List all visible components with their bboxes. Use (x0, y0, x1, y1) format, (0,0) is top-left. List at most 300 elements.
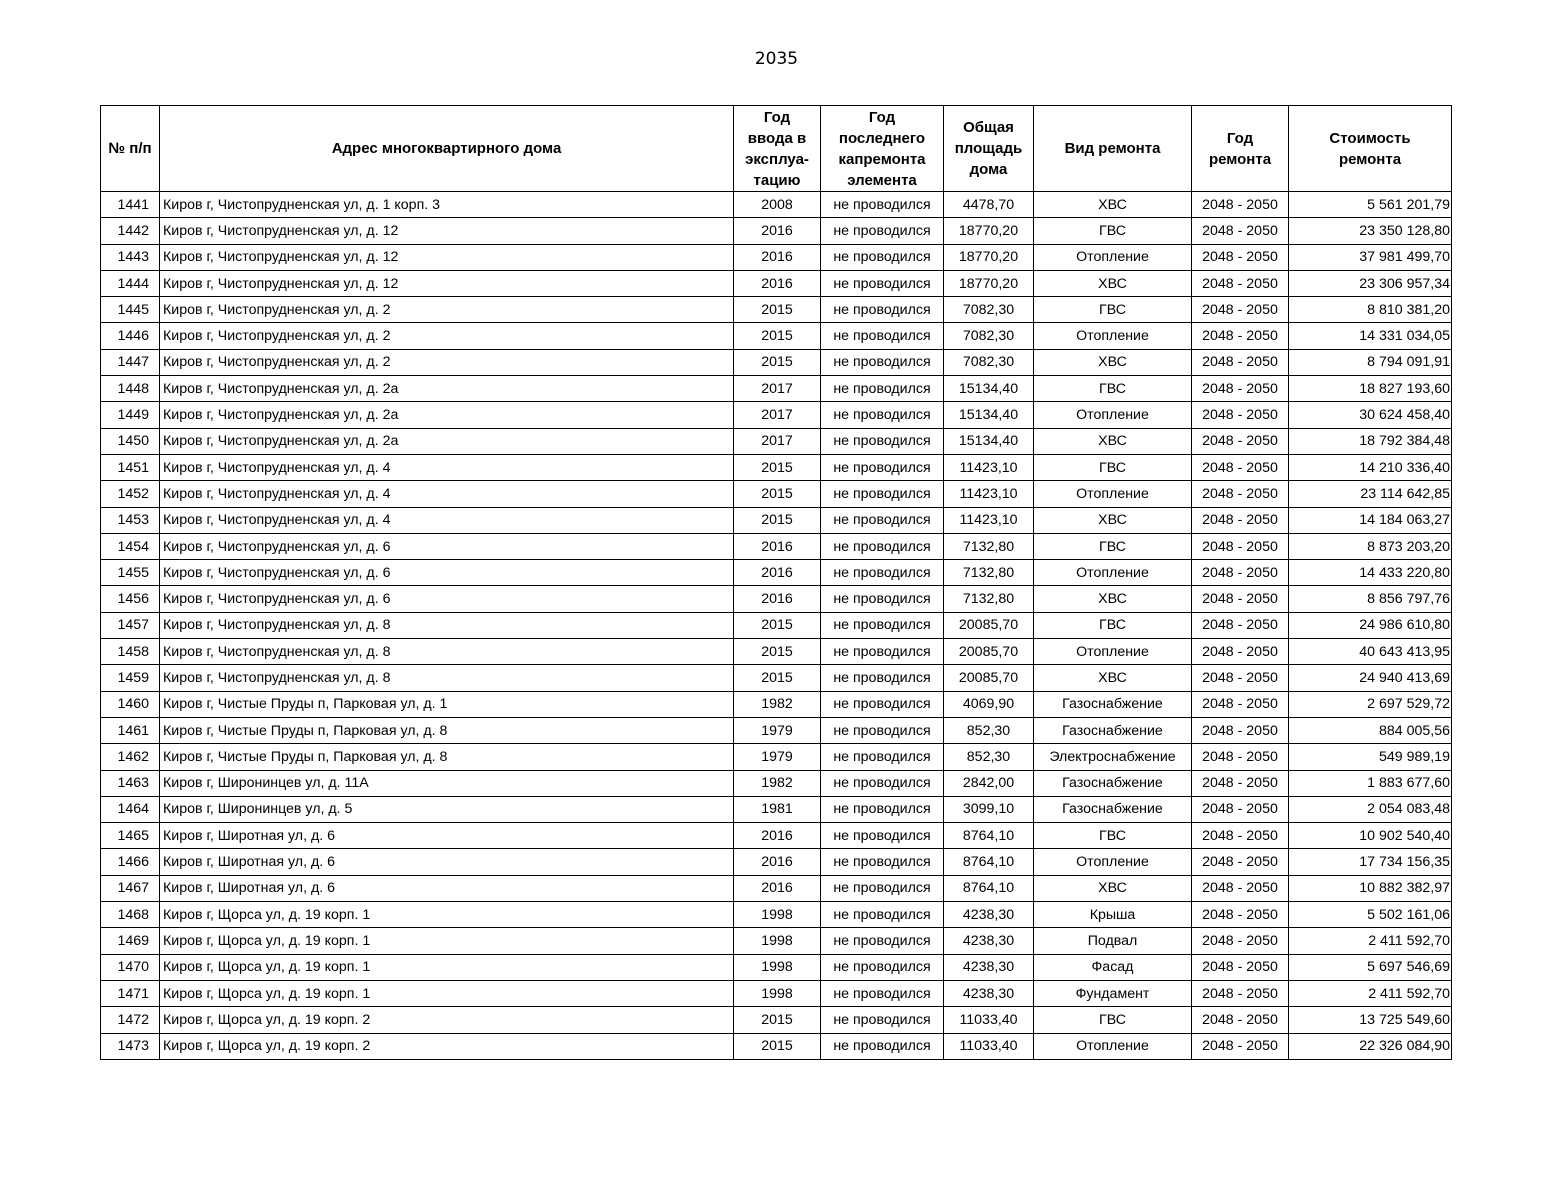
row-number-cell: 1454 (101, 533, 160, 559)
address-cell: Киров г, Чистопрудненская ул, д. 8 (160, 639, 734, 665)
address-cell: Киров г, Чистопрудненская ул, д. 6 (160, 533, 734, 559)
cost-cell: 5 502 161,06 (1289, 902, 1452, 928)
address-cell: Киров г, Чистопрудненская ул, д. 2 (160, 297, 734, 323)
repair-type-cell: Крыша (1034, 902, 1192, 928)
repair-type-cell: Отопление (1034, 323, 1192, 349)
cost-cell: 8 856 797,76 (1289, 586, 1452, 612)
address-cell: Киров г, Чистопрудненская ул, д. 2 (160, 349, 734, 375)
area-cell: 7082,30 (944, 297, 1034, 323)
table-row (101, 560, 1452, 586)
year-built-cell: 1981 (734, 796, 821, 822)
repair-type-cell: Отопление (1034, 639, 1192, 665)
table-row (101, 954, 1452, 980)
repair-year-cell: 2048 - 2050 (1192, 533, 1289, 559)
row-number-cell: 1467 (101, 875, 160, 901)
repair-year-cell: 2048 - 2050 (1192, 428, 1289, 454)
row-number-cell: 1446 (101, 323, 160, 349)
row-number-cell: 1447 (101, 349, 160, 375)
cost-cell: 23 306 957,34 (1289, 270, 1452, 296)
table-row (101, 665, 1452, 691)
repair-year-cell: 2048 - 2050 (1192, 796, 1289, 822)
repair-year-cell: 2048 - 2050 (1192, 481, 1289, 507)
cost-cell: 14 433 220,80 (1289, 560, 1452, 586)
table-header-row (101, 106, 1452, 192)
year-built-cell: 2017 (734, 428, 821, 454)
repair-type-cell: ГВС (1034, 218, 1192, 244)
row-number-cell: 1462 (101, 744, 160, 770)
cost-cell: 8 794 091,91 (1289, 349, 1452, 375)
table-row (101, 902, 1452, 928)
header-line: капремонта (838, 150, 926, 168)
repair-type-cell: Фундамент (1034, 980, 1192, 1006)
area-cell: 852,30 (944, 717, 1034, 743)
table-row (101, 1007, 1452, 1033)
page-number: 2035 (754, 49, 799, 69)
table-row (101, 744, 1452, 770)
year-built-cell: 1998 (734, 980, 821, 1006)
repair-type-cell: ГВС (1034, 376, 1192, 402)
address-cell: Киров г, Чистопрудненская ул, д. 6 (160, 586, 734, 612)
table-row (101, 297, 1452, 323)
address-cell: Киров г, Широтная ул, д. 6 (160, 823, 734, 849)
area-cell: 11423,10 (944, 481, 1034, 507)
year-built-cell: 2015 (734, 639, 821, 665)
last-repair-cell: не проводился (821, 1007, 944, 1033)
last-repair-cell: не проводился (821, 402, 944, 428)
last-repair-cell: не проводился (821, 454, 944, 480)
area-cell: 4069,90 (944, 691, 1034, 717)
repair-year-cell: 2048 - 2050 (1192, 270, 1289, 296)
address-cell: Киров г, Широтная ул, д. 6 (160, 849, 734, 875)
header-area (944, 106, 1034, 192)
repair-year-cell: 2048 - 2050 (1192, 1033, 1289, 1059)
row-number-cell: 1463 (101, 770, 160, 796)
address-cell: Киров г, Чистые Пруды п, Парковая ул, д. 8 (160, 744, 734, 770)
cost-cell: 23 114 642,85 (1289, 481, 1452, 507)
cost-cell: 2 411 592,70 (1289, 980, 1452, 1006)
year-built-cell: 2016 (734, 849, 821, 875)
address-cell: Киров г, Чистопрудненская ул, д. 2а (160, 402, 734, 428)
repair-year-cell: 2048 - 2050 (1192, 902, 1289, 928)
repair-year-cell: 2048 - 2050 (1192, 639, 1289, 665)
cost-cell: 24 986 610,80 (1289, 612, 1452, 638)
address-cell: Киров г, Щорса ул, д. 19 корп. 1 (160, 928, 734, 954)
year-built-cell: 2015 (734, 1033, 821, 1059)
row-number-cell: 1459 (101, 665, 160, 691)
header-repair-year (1192, 106, 1289, 192)
row-number-cell: 1448 (101, 376, 160, 402)
area-cell: 18770,20 (944, 244, 1034, 270)
last-repair-cell: не проводился (821, 323, 944, 349)
row-number-cell: 1452 (101, 481, 160, 507)
table-row (101, 639, 1452, 665)
last-repair-cell: не проводился (821, 770, 944, 796)
last-repair-cell: не проводился (821, 218, 944, 244)
table-row (101, 244, 1452, 270)
repair-type-cell: ХВС (1034, 665, 1192, 691)
row-number-cell: 1450 (101, 428, 160, 454)
year-built-cell: 2015 (734, 297, 821, 323)
row-number-cell: 1473 (101, 1033, 160, 1059)
last-repair-cell: не проводился (821, 612, 944, 638)
year-built-cell: 2015 (734, 1007, 821, 1033)
cost-cell: 18 792 384,48 (1289, 428, 1452, 454)
repair-year-cell: 2048 - 2050 (1192, 1007, 1289, 1033)
last-repair-cell: не проводился (821, 849, 944, 875)
cost-cell: 549 989,19 (1289, 744, 1452, 770)
repair-type-cell: ХВС (1034, 270, 1192, 296)
last-repair-cell: не проводился (821, 717, 944, 743)
last-repair-cell: не проводился (821, 954, 944, 980)
header-line: Год (1226, 129, 1254, 147)
area-cell: 20085,70 (944, 639, 1034, 665)
last-repair-cell: не проводился (821, 270, 944, 296)
area-cell: 15134,40 (944, 402, 1034, 428)
repair-type-cell: Отопление (1034, 560, 1192, 586)
repair-type-cell: ГВС (1034, 533, 1192, 559)
row-number-cell: 1441 (101, 192, 160, 218)
last-repair-cell: не проводился (821, 349, 944, 375)
cost-cell: 18 827 193,60 (1289, 376, 1452, 402)
last-repair-cell: не проводился (821, 481, 944, 507)
cost-cell: 2 411 592,70 (1289, 928, 1452, 954)
area-cell: 15134,40 (944, 376, 1034, 402)
year-built-cell: 1998 (734, 954, 821, 980)
repair-type-cell: ХВС (1034, 875, 1192, 901)
repair-year-cell: 2048 - 2050 (1192, 691, 1289, 717)
area-cell: 11423,10 (944, 507, 1034, 533)
table-row (101, 1033, 1452, 1059)
address-cell: Киров г, Чистопрудненская ул, д. 4 (160, 481, 734, 507)
year-built-cell: 2016 (734, 270, 821, 296)
cost-cell: 14 331 034,05 (1289, 323, 1452, 349)
cost-cell: 24 940 413,69 (1289, 665, 1452, 691)
row-number-cell: 1465 (101, 823, 160, 849)
last-repair-cell: не проводился (821, 691, 944, 717)
year-built-cell: 2016 (734, 586, 821, 612)
row-number-cell: 1468 (101, 902, 160, 928)
row-number-cell: 1456 (101, 586, 160, 612)
area-cell: 8764,10 (944, 875, 1034, 901)
year-built-cell: 1979 (734, 717, 821, 743)
area-cell: 3099,10 (944, 796, 1034, 822)
last-repair-cell: не проводился (821, 980, 944, 1006)
table-row (101, 376, 1452, 402)
area-cell: 8764,10 (944, 849, 1034, 875)
year-built-cell: 2008 (734, 192, 821, 218)
area-cell: 8764,10 (944, 823, 1034, 849)
header-address: Адрес многоквартирного дома (160, 106, 734, 192)
repair-type-cell: Электроснабжение (1034, 744, 1192, 770)
table-row (101, 612, 1452, 638)
address-cell: Киров г, Чистопрудненская ул, д. 2 (160, 323, 734, 349)
last-repair-cell: не проводился (821, 665, 944, 691)
area-cell: 7082,30 (944, 323, 1034, 349)
year-built-cell: 2015 (734, 454, 821, 480)
row-number-cell: 1444 (101, 270, 160, 296)
row-number-cell: 1457 (101, 612, 160, 638)
year-built-cell: 2015 (734, 349, 821, 375)
cost-cell: 5 697 546,69 (1289, 954, 1452, 980)
repair-year-cell: 2048 - 2050 (1192, 323, 1289, 349)
repair-year-cell: 2048 - 2050 (1192, 717, 1289, 743)
repair-type-cell: Газоснабжение (1034, 691, 1192, 717)
last-repair-cell: не проводился (821, 1033, 944, 1059)
header-line: Стоимость (1329, 129, 1411, 147)
table-row (101, 507, 1452, 533)
row-number-cell: 1442 (101, 218, 160, 244)
year-built-cell: 1982 (734, 691, 821, 717)
year-built-cell: 2016 (734, 560, 821, 586)
repair-type-cell: Газоснабжение (1034, 770, 1192, 796)
header-line: дома (969, 161, 1008, 178)
cost-cell: 10 882 382,97 (1289, 875, 1452, 901)
table-row (101, 849, 1452, 875)
table-row (101, 796, 1452, 822)
header-line: площадь (954, 140, 1023, 157)
table-row (101, 770, 1452, 796)
header-line: последнего (838, 129, 926, 147)
repair-year-cell: 2048 - 2050 (1192, 218, 1289, 244)
row-number-cell: 1443 (101, 244, 160, 270)
last-repair-cell: не проводился (821, 560, 944, 586)
address-cell: Киров г, Широнинцев ул, д. 11А (160, 770, 734, 796)
repair-year-cell: 2048 - 2050 (1192, 980, 1289, 1006)
year-built-cell: 2015 (734, 507, 821, 533)
address-cell: Киров г, Широнинцев ул, д. 5 (160, 796, 734, 822)
address-cell: Киров г, Чистопрудненская ул, д. 8 (160, 612, 734, 638)
header-repair-type: Вид ремонта (1034, 106, 1192, 192)
header-year-built (734, 106, 821, 192)
cost-cell: 40 643 413,95 (1289, 639, 1452, 665)
year-built-cell: 1998 (734, 902, 821, 928)
row-number-cell: 1472 (101, 1007, 160, 1033)
table-row (101, 481, 1452, 507)
row-number-cell: 1470 (101, 954, 160, 980)
table-row (101, 454, 1452, 480)
row-number-cell: 1458 (101, 639, 160, 665)
header-num: № п/п (101, 106, 160, 192)
cost-cell: 884 005,56 (1289, 717, 1452, 743)
repair-type-cell: ГВС (1034, 297, 1192, 323)
repair-type-cell: Отопление (1034, 849, 1192, 875)
area-cell: 20085,70 (944, 612, 1034, 638)
address-cell: Киров г, Чистопрудненская ул, д. 4 (160, 507, 734, 533)
cost-cell: 8 810 381,20 (1289, 297, 1452, 323)
area-cell: 11033,40 (944, 1033, 1034, 1059)
cost-cell: 17 734 156,35 (1289, 849, 1452, 875)
last-repair-cell: не проводился (821, 875, 944, 901)
header-line: Год (868, 108, 896, 126)
repair-type-cell: Отопление (1034, 402, 1192, 428)
header-line: элемента (847, 171, 917, 189)
year-built-cell: 1998 (734, 928, 821, 954)
cost-cell: 30 624 458,40 (1289, 402, 1452, 428)
repair-year-cell: 2048 - 2050 (1192, 744, 1289, 770)
table-row (101, 928, 1452, 954)
last-repair-cell: не проводился (821, 507, 944, 533)
address-cell: Киров г, Чистопрудненская ул, д. 8 (160, 665, 734, 691)
last-repair-cell: не проводился (821, 533, 944, 559)
row-number-cell: 1464 (101, 796, 160, 822)
table-body (101, 192, 1452, 1060)
year-built-cell: 2015 (734, 481, 821, 507)
cost-cell: 1 883 677,60 (1289, 770, 1452, 796)
last-repair-cell: не проводился (821, 639, 944, 665)
address-cell: Киров г, Широтная ул, д. 6 (160, 875, 734, 901)
table-row (101, 980, 1452, 1006)
repair-type-cell: ХВС (1034, 349, 1192, 375)
cost-cell: 22 326 084,90 (1289, 1033, 1452, 1059)
cost-cell: 5 561 201,79 (1289, 192, 1452, 218)
year-built-cell: 2016 (734, 218, 821, 244)
header-line: ввода в (747, 129, 807, 147)
table-row (101, 192, 1452, 218)
row-number-cell: 1449 (101, 402, 160, 428)
repair-year-cell: 2048 - 2050 (1192, 507, 1289, 533)
cost-cell: 10 902 540,40 (1289, 823, 1452, 849)
cost-cell: 14 210 336,40 (1289, 454, 1452, 480)
header-line: ремонта (1208, 150, 1272, 168)
last-repair-cell: не проводился (821, 586, 944, 612)
repair-year-cell: 2048 - 2050 (1192, 297, 1289, 323)
last-repair-cell: не проводился (821, 376, 944, 402)
address-cell: Киров г, Щорса ул, д. 19 корп. 1 (160, 954, 734, 980)
address-cell: Киров г, Чистые Пруды п, Парковая ул, д. 8 (160, 717, 734, 743)
table-row (101, 323, 1452, 349)
repair-type-cell: ХВС (1034, 507, 1192, 533)
year-built-cell: 1979 (734, 744, 821, 770)
repair-type-cell: Отопление (1034, 481, 1192, 507)
last-repair-cell: не проводился (821, 796, 944, 822)
address-cell: Киров г, Чистопрудненская ул, д. 2а (160, 376, 734, 402)
repair-type-cell: Газоснабжение (1034, 796, 1192, 822)
table-row (101, 428, 1452, 454)
repair-type-cell: ГВС (1034, 454, 1192, 480)
area-cell: 2842,00 (944, 770, 1034, 796)
last-repair-cell: не проводился (821, 928, 944, 954)
address-cell: Киров г, Чистопрудненская ул, д. 12 (160, 270, 734, 296)
address-cell: Киров г, Чистопрудненская ул, д. 2а (160, 428, 734, 454)
cost-cell: 2 054 083,48 (1289, 796, 1452, 822)
year-built-cell: 2015 (734, 612, 821, 638)
address-cell: Киров г, Щорса ул, д. 19 корп. 2 (160, 1007, 734, 1033)
row-number-cell: 1453 (101, 507, 160, 533)
repair-year-cell: 2048 - 2050 (1192, 349, 1289, 375)
address-cell: Киров г, Щорса ул, д. 19 корп. 1 (160, 980, 734, 1006)
repair-year-cell: 2048 - 2050 (1192, 586, 1289, 612)
header-line: тацию (753, 171, 801, 189)
cost-cell: 37 981 499,70 (1289, 244, 1452, 270)
repair-type-cell: Отопление (1034, 244, 1192, 270)
table-row (101, 270, 1452, 296)
header-cost (1289, 106, 1452, 192)
repair-year-cell: 2048 - 2050 (1192, 823, 1289, 849)
row-number-cell: 1445 (101, 297, 160, 323)
last-repair-cell: не проводился (821, 244, 944, 270)
area-cell: 18770,20 (944, 270, 1034, 296)
cost-cell: 14 184 063,27 (1289, 507, 1452, 533)
year-built-cell: 2015 (734, 665, 821, 691)
header-line: ремонта (1338, 150, 1402, 168)
cost-cell: 2 697 529,72 (1289, 691, 1452, 717)
address-cell: Киров г, Чистопрудненская ул, д. 12 (160, 218, 734, 244)
year-built-cell: 2016 (734, 823, 821, 849)
header-line: Общая (963, 119, 1014, 136)
last-repair-cell: не проводился (821, 192, 944, 218)
year-built-cell: 2015 (734, 323, 821, 349)
repair-type-cell: ХВС (1034, 586, 1192, 612)
table-row (101, 218, 1452, 244)
address-cell: Киров г, Чистые Пруды п, Парковая ул, д. 1 (160, 691, 734, 717)
table-row (101, 717, 1452, 743)
year-built-cell: 2017 (734, 376, 821, 402)
year-built-cell: 2016 (734, 244, 821, 270)
year-built-cell: 2017 (734, 402, 821, 428)
table-row (101, 586, 1452, 612)
repair-year-cell: 2048 - 2050 (1192, 665, 1289, 691)
table-row (101, 349, 1452, 375)
repair-year-cell: 2048 - 2050 (1192, 454, 1289, 480)
year-built-cell: 1982 (734, 770, 821, 796)
repair-type-cell: Отопление (1034, 1033, 1192, 1059)
repair-year-cell: 2048 - 2050 (1192, 928, 1289, 954)
table-row (101, 875, 1452, 901)
area-cell: 852,30 (944, 744, 1034, 770)
header-last-repair (821, 106, 944, 192)
repair-type-cell: ХВС (1034, 428, 1192, 454)
repair-type-cell: Подвал (1034, 928, 1192, 954)
row-number-cell: 1471 (101, 980, 160, 1006)
area-cell: 4238,30 (944, 980, 1034, 1006)
repair-type-cell: Фасад (1034, 954, 1192, 980)
repair-year-cell: 2048 - 2050 (1192, 612, 1289, 638)
table-row (101, 691, 1452, 717)
repair-type-cell: ГВС (1034, 1007, 1192, 1033)
area-cell: 4238,30 (944, 954, 1034, 980)
repair-year-cell: 2048 - 2050 (1192, 875, 1289, 901)
repair-type-cell: ГВС (1034, 823, 1192, 849)
cost-cell: 8 873 203,20 (1289, 533, 1452, 559)
last-repair-cell: не проводился (821, 823, 944, 849)
repair-year-cell: 2048 - 2050 (1192, 376, 1289, 402)
area-cell: 4238,30 (944, 902, 1034, 928)
table-row (101, 533, 1452, 559)
header-line: Год (763, 108, 791, 126)
repair-type-cell: Газоснабжение (1034, 717, 1192, 743)
area-cell: 7082,30 (944, 349, 1034, 375)
address-cell: Киров г, Чистопрудненская ул, д. 1 корп. 3 (160, 192, 734, 218)
repair-year-cell: 2048 - 2050 (1192, 954, 1289, 980)
row-number-cell: 1461 (101, 717, 160, 743)
repair-type-cell: ХВС (1034, 192, 1192, 218)
area-cell: 20085,70 (944, 665, 1034, 691)
repair-type-cell: ГВС (1034, 612, 1192, 638)
area-cell: 11033,40 (944, 1007, 1034, 1033)
table-row (101, 823, 1452, 849)
address-cell: Киров г, Чистопрудненская ул, д. 4 (160, 454, 734, 480)
last-repair-cell: не проводился (821, 297, 944, 323)
last-repair-cell: не проводился (821, 744, 944, 770)
repair-year-cell: 2048 - 2050 (1192, 849, 1289, 875)
area-cell: 11423,10 (944, 454, 1034, 480)
last-repair-cell: не проводился (821, 902, 944, 928)
address-cell: Киров г, Щорса ул, д. 19 корп. 2 (160, 1033, 734, 1059)
repair-year-cell: 2048 - 2050 (1192, 770, 1289, 796)
header-line: эксплуа- (745, 150, 809, 168)
address-cell: Киров г, Чистопрудненская ул, д. 6 (160, 560, 734, 586)
area-cell: 4478,70 (944, 192, 1034, 218)
